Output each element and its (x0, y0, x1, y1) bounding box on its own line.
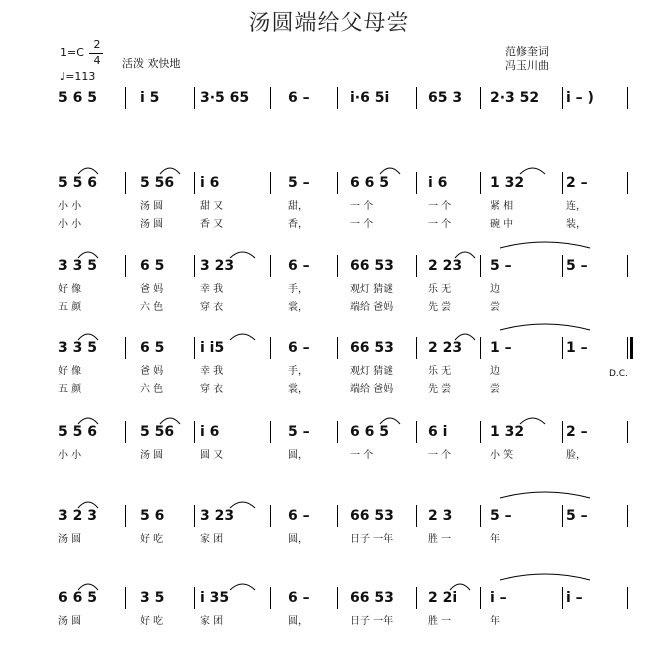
lyric-syllables: 日子 一年 (350, 616, 394, 627)
lyric-syllables: 汤 圆 (140, 219, 164, 230)
slur (500, 574, 590, 580)
measure-notes: 6 5 (140, 340, 165, 356)
da-capo-mark: D.C. (609, 369, 628, 379)
measure-notes: 3 3 5 (58, 340, 97, 356)
composer-credit: 冯玉川曲 (505, 59, 549, 72)
measure-notes: 2 23 (428, 340, 463, 356)
measure-notes: 5 5 6 (58, 175, 97, 191)
lyric-syllables: 胜 一 (428, 534, 452, 545)
slur (160, 168, 180, 174)
measure-notes: i 6 (200, 175, 220, 191)
lyric-syllables: 汤 圆 (58, 534, 82, 545)
measure-notes: 6 i (428, 424, 448, 440)
measure-notes: 3·5 65 (200, 90, 250, 106)
measure-notes: i 35 (200, 590, 230, 606)
lyric-syllables: 小 小 (58, 201, 82, 212)
measure-notes: 5 – (490, 508, 512, 524)
lyric-syllables: 爸 妈 (140, 366, 164, 377)
lyric-syllables: 乐 无 (428, 284, 452, 295)
lyric-syllables: 小 小 (58, 450, 82, 461)
measure-notes: 3 2 3 (58, 508, 97, 524)
lyric-syllables: 裳， (288, 384, 308, 395)
tempo-text: 活泼 欢快地 (122, 57, 181, 70)
lyric-syllables: 幸 我 (200, 284, 224, 295)
slur (450, 584, 470, 590)
lyric-syllables: 碗 中 (490, 219, 514, 230)
lyric-syllables: 一 个 (350, 219, 374, 230)
measure-notes: 5 6 (140, 508, 165, 524)
measure-notes: 2 – (566, 175, 588, 191)
lyric-syllables: 甜， (288, 201, 308, 212)
time-signature-bottom: 4 (93, 54, 101, 67)
lyric-syllables: 好 像 (58, 284, 82, 295)
lyric-syllables: 端给 爸妈 (350, 384, 394, 395)
lyric-syllables: 五 颜 (58, 384, 82, 395)
lyric-syllables: 汤 圆 (140, 450, 164, 461)
slur (500, 242, 590, 248)
measure-notes: i·6 5i (350, 90, 390, 106)
measure-notes: 3 23 (200, 508, 235, 524)
slur (380, 168, 400, 174)
lyric-syllables: 家 团 (200, 616, 224, 627)
measure-notes: i 6 (428, 175, 448, 191)
lyric-syllables: 乐 无 (428, 366, 452, 377)
measure-notes: 2 23 (428, 258, 463, 274)
measure-notes: 1 – (566, 340, 588, 356)
lyric-syllables: 一 个 (350, 201, 374, 212)
lyric-syllables: 边 (490, 366, 500, 377)
time-signature-top: 2 (93, 38, 101, 51)
lyric-syllables: 脸， (566, 450, 586, 461)
key-signature: 1=C (60, 46, 84, 59)
measure-notes: 2·3 52 (490, 90, 540, 106)
measure-notes: 5 6 5 (58, 90, 97, 106)
lyric-syllables: 小 小 (58, 219, 82, 230)
lyric-syllables: 裳， (288, 302, 308, 313)
lyric-syllables: 好 吃 (140, 616, 164, 627)
lyric-syllables: 汤 圆 (58, 616, 82, 627)
lyric-syllables: 穿 衣 (200, 384, 224, 395)
measure-notes: 6 6 5 (350, 424, 389, 440)
slur (78, 334, 98, 340)
slur (230, 252, 255, 258)
measure-notes: 1 32 (490, 424, 525, 440)
lyric-syllables: 年 (490, 616, 500, 627)
slur (455, 334, 475, 340)
measure-notes: 5 – (288, 175, 310, 191)
measure-notes: 2 – (566, 424, 588, 440)
measure-notes: 1 32 (490, 175, 525, 191)
measure-notes: 66 53 (350, 508, 394, 524)
lyric-syllables: 边 (490, 284, 500, 295)
measure-notes: 1 – (490, 340, 512, 356)
measure-notes: 5 56 (140, 424, 175, 440)
measure-notes: 6 – (288, 340, 310, 356)
measure-notes: i – (490, 590, 507, 606)
measure-notes: i – ) (566, 90, 594, 106)
lyric-syllables: 端给 爸妈 (350, 302, 394, 313)
lyric-syllables: 幸 我 (200, 366, 224, 377)
measure-notes: i i5 (200, 340, 225, 356)
measure-notes: 6 5 (140, 258, 165, 274)
lyric-syllables: 甜 又 (200, 201, 224, 212)
slur (455, 252, 475, 258)
lyric-syllables: 圆， (288, 616, 308, 627)
lyric-syllables: 观灯 猜谜 (350, 284, 394, 295)
lyric-syllables: 一 个 (428, 450, 452, 461)
slur (78, 418, 98, 424)
measure-notes: 5 56 (140, 175, 175, 191)
measure-notes: 2 3 (428, 508, 453, 524)
lyric-syllables: 穿 衣 (200, 302, 224, 313)
slur (78, 252, 98, 258)
slur (520, 418, 545, 424)
lyric-syllables: 装， (566, 219, 586, 230)
measure-notes: 5 – (288, 424, 310, 440)
measure-notes: 6 – (288, 590, 310, 606)
measure-notes: i 6 (200, 424, 220, 440)
measure-notes: 5 – (490, 258, 512, 274)
lyric-syllables: 五 颜 (58, 302, 82, 313)
measure-notes: 5 – (566, 258, 588, 274)
slur (520, 168, 545, 174)
lyric-syllables: 手， (288, 284, 308, 295)
lyric-syllables: 香， (288, 219, 308, 230)
measure-notes: 66 53 (350, 340, 394, 356)
lyric-syllables: 圆， (288, 534, 308, 545)
lyric-syllables: 年 (490, 534, 500, 545)
measure-notes: 66 53 (350, 590, 394, 606)
lyric-syllables: 好 吃 (140, 534, 164, 545)
lyricist-credit: 范修奎词 (505, 45, 549, 58)
slur (230, 584, 255, 590)
lyric-syllables: 爸 妈 (140, 284, 164, 295)
measure-notes: 3 23 (200, 258, 235, 274)
lyric-syllables: 小 笑 (490, 450, 514, 461)
slur (78, 502, 98, 508)
lyric-syllables: 连， (566, 201, 586, 212)
measure-notes: 5 5 6 (58, 424, 97, 440)
lyric-syllables: 先 尝 (428, 302, 452, 313)
lyric-syllables: 日子 一年 (350, 534, 394, 545)
measure-notes: 6 – (288, 90, 310, 106)
lyric-syllables: 六 色 (140, 384, 164, 395)
slur (380, 418, 400, 424)
measure-notes: 65 3 (428, 90, 463, 106)
lyric-syllables: 香 又 (200, 219, 224, 230)
measure-notes: 3 3 5 (58, 258, 97, 274)
lyric-syllables: 胜 一 (428, 616, 452, 627)
lyric-syllables: 一 个 (428, 219, 452, 230)
lyric-syllables: 紧 相 (490, 201, 514, 212)
lyric-syllables: 汤 圆 (140, 201, 164, 212)
measure-notes: 3 5 (140, 590, 165, 606)
slur (500, 324, 590, 330)
measure-notes: 6 6 5 (350, 175, 389, 191)
lyric-syllables: 一 个 (428, 201, 452, 212)
lyric-syllables: 尝 (490, 384, 500, 395)
lyric-syllables: 圆 又 (200, 450, 224, 461)
lyric-syllables: 圆， (288, 450, 308, 461)
slur (230, 502, 255, 508)
measure-notes: 2 2i (428, 590, 458, 606)
measure-notes: 6 – (288, 258, 310, 274)
measure-notes: i 5 (140, 90, 160, 106)
lyric-syllables: 尝 (490, 302, 500, 313)
lyric-syllables: 好 像 (58, 366, 82, 377)
slur (78, 584, 98, 590)
tempo-bpm: ♩=113 (60, 70, 96, 83)
measure-notes: i – (566, 590, 583, 606)
slur (160, 418, 180, 424)
measure-notes: 5 – (566, 508, 588, 524)
measure-notes: 6 6 5 (58, 590, 97, 606)
lyric-syllables: 家 团 (200, 534, 224, 545)
lyric-syllables: 手， (288, 366, 308, 377)
lyric-syllables: 观灯 猜谜 (350, 366, 394, 377)
measure-notes: 6 – (288, 508, 310, 524)
song-title: 汤圆端给父母尝 (248, 11, 410, 36)
measure-notes: 66 53 (350, 258, 394, 274)
lyric-syllables: 先 尝 (428, 384, 452, 395)
lyric-syllables: 六 色 (140, 302, 164, 313)
lyric-syllables: 一 个 (350, 450, 374, 461)
slur (500, 492, 590, 498)
slur (78, 168, 98, 174)
slur (230, 334, 255, 340)
